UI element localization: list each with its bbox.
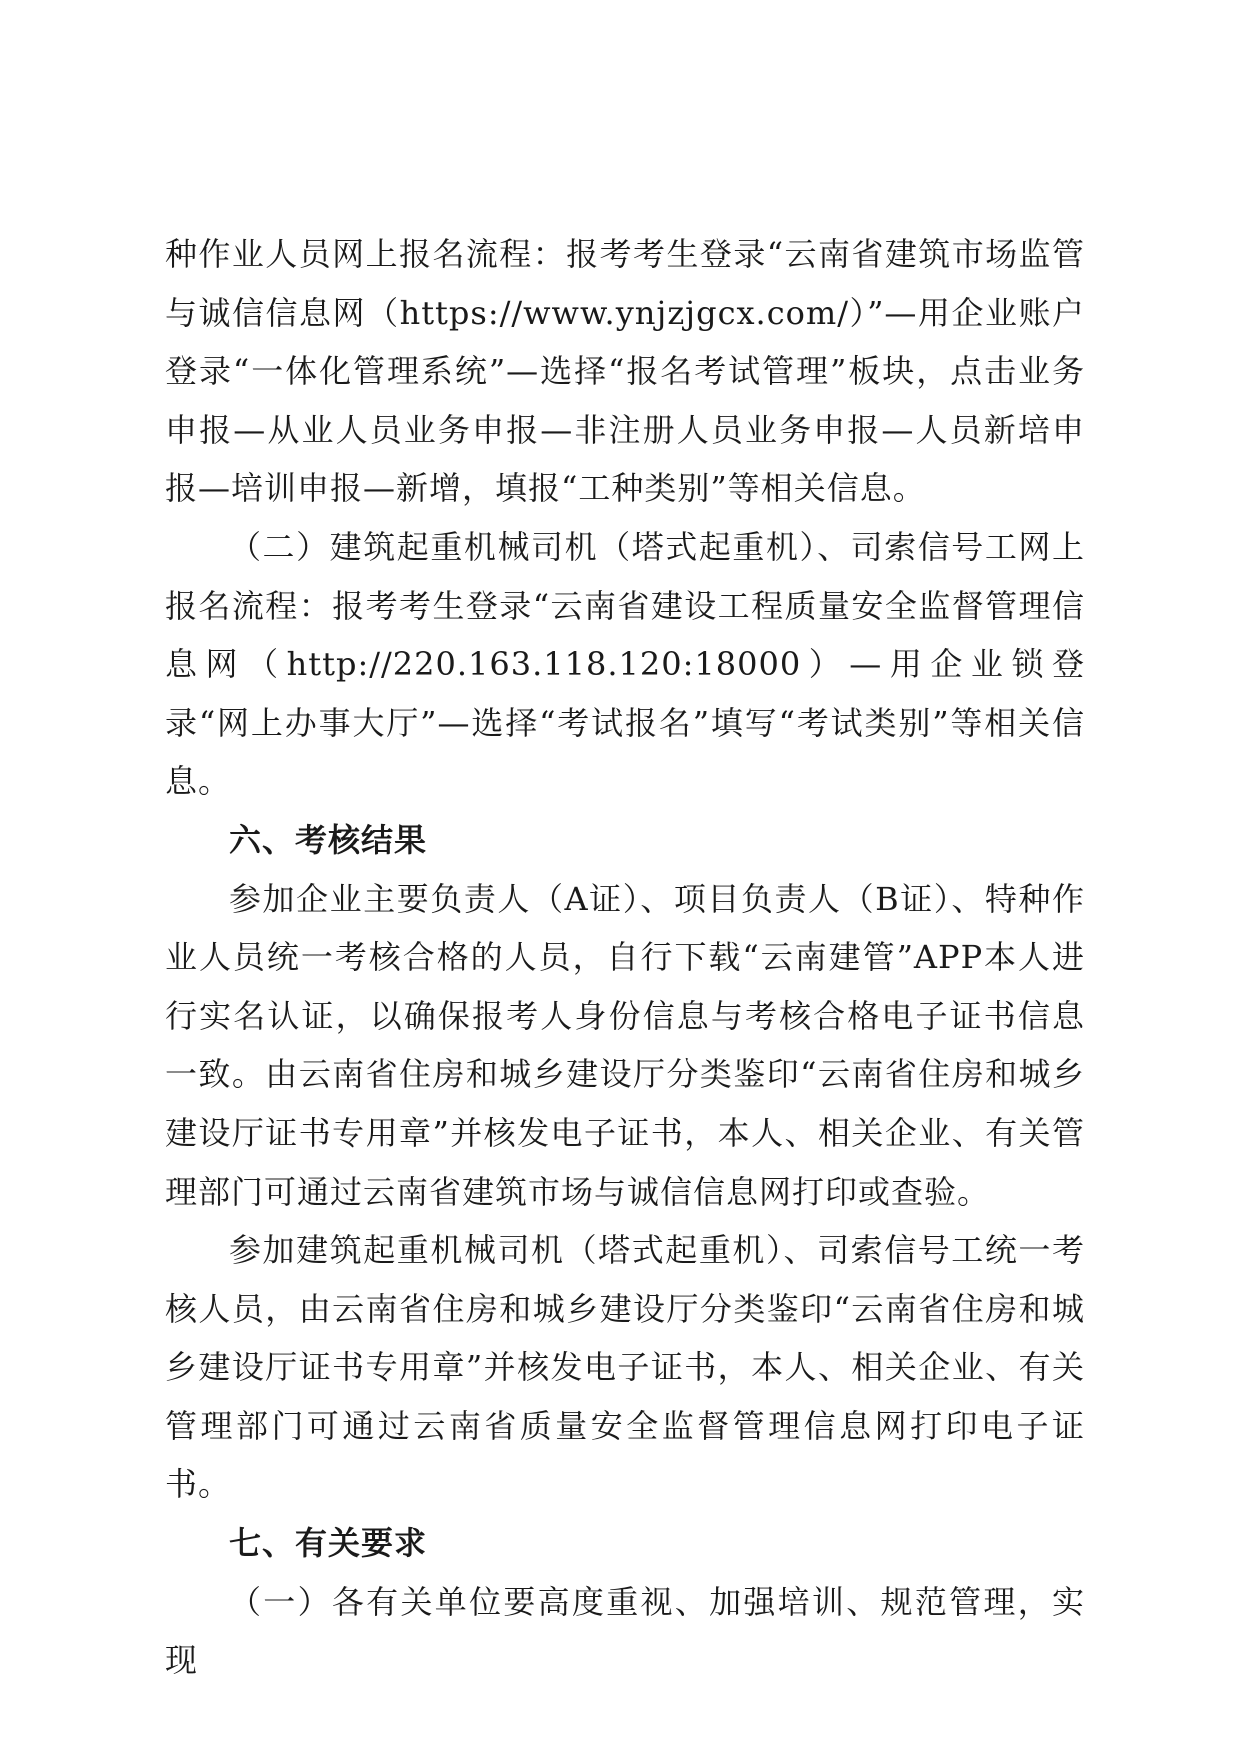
section-heading-assessment-results: 六、考核结果 (229, 820, 428, 859)
paragraph-registration-flow-continued: 种作业人员网上报名流程：报考考生登录“云南省建筑市场监管与诚信信息网（https://www.ynjzjgcx.com/）”—用企业账户登录“一体化管理系统”—选择“报名考试管理”板块，点击业务申报—从业人员业务申报—非注册人员业务申报—人员新培申报—培训申报—新增，填报“工种类别”等相关信息。 (165, 235, 1085, 508)
paragraph-requirement-one: （一）各有关单位要高度重视、加强培训、规范管理，实现 (165, 1582, 1085, 1680)
section-heading-requirements: 七、有关要求 (229, 1524, 428, 1563)
paragraph-certificate-issuance-abc: 参加企业主要负责人（A证）、项目负责人（B证）、特种作业人员统一考核合格的人员，自行下载“云南建管”APP本人进行实名认证，以确保报考人身份信息与考核合格电子证书信息一致。由云南省住房和城乡建设厅分类鉴印“云南省住房和城乡建设厅证书专用章”并核发电子证书，本人、相关企业、有关管理部门可通过云南省建筑市场与诚信信息网打印或查验。 (165, 879, 1085, 1211)
paragraph-certificate-issuance-crane: 参加建筑起重机械司机（塔式起重机）、司索信号工统一考核人员，由云南省住房和城乡建设厅分类鉴印“云南省住房和城乡建设厅证书专用章”并核发电子证书，本人、相关企业、有关管理部门可通过云南省质量安全监督管理信息网打印电子证书。 (165, 1231, 1085, 1504)
document-body (165, 225, 1085, 1690)
paragraph-crane-operator-registration: （二）建筑起重机械司机（塔式起重机）、司索信号工网上报名流程：报考考生登录“云南省建设工程质量安全监督管理信息网（http://220.163.118.120:18000）—用企业锁登录“网上办事大厅”—选择“考试报名”填写“考试类别”等相关信息。 (165, 527, 1085, 801)
